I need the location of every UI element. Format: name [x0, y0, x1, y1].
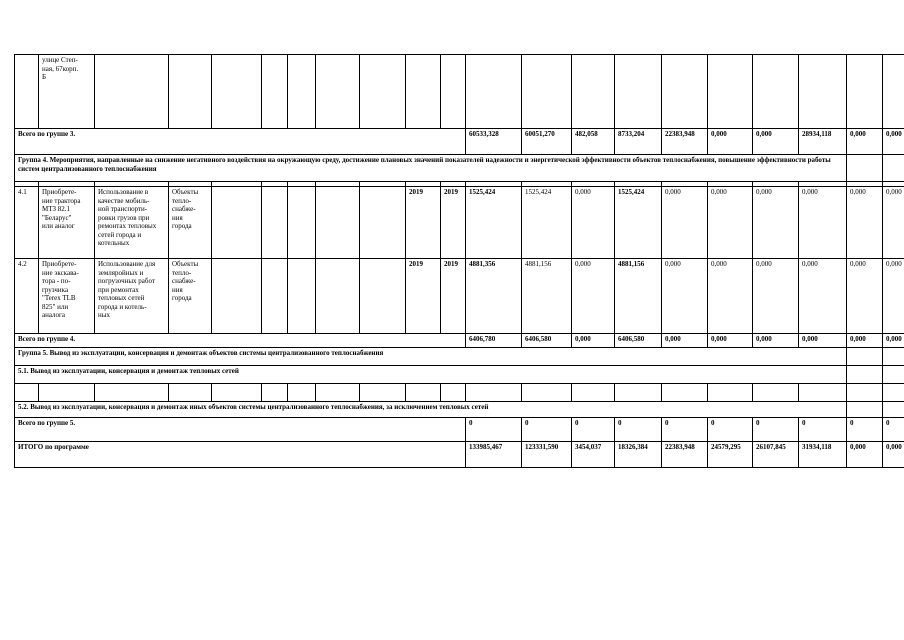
value-cell: 0,000: [753, 259, 799, 334]
subgroup-heading: 5.2. Вывод из эксплуатации, консервация и демонтаж иных объектов системы централизованного теплоснабжения, за исключением тепловых сетей: [15, 402, 847, 418]
value-cell: 0: [799, 418, 847, 442]
row-number: 4.2: [15, 259, 39, 334]
year-start: 2019: [406, 259, 441, 334]
group-5-total-row: [15, 418, 904, 442]
investment-program-table: [14, 54, 902, 472]
row-label: Всего по группе 3.: [15, 129, 466, 155]
value-cell: 0,000: [847, 187, 883, 259]
table-row: [15, 187, 904, 259]
value-cell: 28934,118: [799, 129, 847, 155]
program-total-row: [15, 442, 904, 468]
value-cell: 6406,580: [522, 334, 572, 348]
value-cell: 0,000: [883, 187, 904, 259]
value-cell: 0,000: [572, 187, 615, 259]
group-4-total-row: [15, 334, 904, 348]
row-label: Всего по группе 5.: [15, 418, 466, 442]
subgroup-5-1-row: [15, 366, 904, 384]
value-cell: 1525,424: [522, 187, 572, 259]
value-cell: 4881,356: [466, 259, 522, 334]
subgroup-5-2-row: [15, 402, 904, 418]
measure-name: Приобрете- ние экскава- тора - по- грузчика "Terex TLB 825" или аналога: [39, 259, 95, 334]
year-start: 2019: [406, 187, 441, 259]
value-cell: 0,000: [799, 187, 847, 259]
empty-row: [15, 384, 904, 402]
value-cell: 0: [522, 418, 572, 442]
value-cell: 0,000: [708, 334, 753, 348]
measures-table: [14, 54, 904, 468]
value-cell: 22383,948: [662, 129, 708, 155]
value-cell: 6406,780: [466, 334, 522, 348]
value-cell: 31934,118: [799, 442, 847, 468]
group-5-heading-row: [15, 348, 904, 366]
value-cell: 0,000: [662, 259, 708, 334]
value-cell: 60533,328: [466, 129, 522, 155]
value-cell: 0: [572, 418, 615, 442]
value-cell: 4881,156: [615, 259, 662, 334]
value-cell: 0: [615, 418, 662, 442]
row-label: Всего по группе 4.: [15, 334, 466, 348]
value-cell: 482,058: [572, 129, 615, 155]
value-cell: 133985,467: [466, 442, 522, 468]
value-cell: 0,000: [753, 334, 799, 348]
value-cell: 0,000: [883, 129, 904, 155]
value-cell: 6406,580: [615, 334, 662, 348]
measure-purpose: Использование в качестве мобиль- ной транспорти- ровки грузов при ремонтах тепловых сетей города и котельных: [95, 187, 169, 259]
value-cell: 0,000: [662, 334, 708, 348]
value-cell: 0,000: [708, 259, 753, 334]
value-cell: 8733,204: [615, 129, 662, 155]
value-cell: 22383,948: [662, 442, 708, 468]
value-cell: 3454,037: [572, 442, 615, 468]
value-cell: 26107,845: [753, 442, 799, 468]
value-cell: 0,000: [847, 129, 883, 155]
value-cell: 0,000: [799, 259, 847, 334]
value-cell: 0,000: [883, 259, 904, 334]
value-cell: 0,000: [847, 334, 883, 348]
value-cell: 0,000: [753, 187, 799, 259]
value-cell: 0,000: [572, 259, 615, 334]
value-cell: 60051,270: [522, 129, 572, 155]
value-cell: 0: [466, 418, 522, 442]
value-cell: 0,000: [883, 334, 904, 348]
group-4-heading-row: [15, 155, 904, 182]
value-cell: 0,000: [847, 259, 883, 334]
measure-name-cell: улице Степ- ная, 67корп. Б: [39, 55, 95, 129]
value-cell: 0: [883, 418, 904, 442]
value-cell: 0,000: [799, 334, 847, 348]
group-heading: Группа 4. Мероприятия, направленные на снижение негативного воздействия на окружающую среду, достижение плановых значений показателей надежности и энергетической эффективности объектов теплоснабжения, повышение эффективности работы систем централизованного теплоснабжения: [15, 155, 847, 182]
subgroup-heading: 5.1. Вывод из эксплуатации, консервация и демонтаж тепловых сетей: [15, 366, 847, 384]
value-cell: 4881,156: [522, 259, 572, 334]
value-cell: 123331,590: [522, 442, 572, 468]
year-end: 2019: [441, 187, 466, 259]
value-cell: 0,000: [753, 129, 799, 155]
value-cell: 0: [708, 418, 753, 442]
row-label: ИТОГО по программе: [15, 442, 466, 468]
value-cell: 0,000: [847, 442, 883, 468]
value-cell: 0: [847, 418, 883, 442]
measure-name: Приобрете- ние трактора МТЗ 82.1 "Беларус" или аналог: [39, 187, 95, 259]
value-cell: 0: [753, 418, 799, 442]
table-row: [15, 259, 904, 334]
value-cell: 0: [662, 418, 708, 442]
value-cell: 1525,424: [615, 187, 662, 259]
measure-purpose: Использование для земляройных и погрузочных работ при ремонтах тепловых сетей города и котель- ных: [95, 259, 169, 334]
value-cell: 24579,295: [708, 442, 753, 468]
table-row-continued: [15, 55, 904, 129]
value-cell: 0,000: [883, 442, 904, 468]
value-cell: 0,000: [708, 187, 753, 259]
group-heading: Группа 5. Вывод из эксплуатации, консервация и демонтаж объектов системы централизованного теплоснабжения: [15, 348, 847, 366]
row-number: 4.1: [15, 187, 39, 259]
measure-object: Объекты тепло- снабже- ния города: [169, 259, 212, 334]
value-cell: 18326,384: [615, 442, 662, 468]
year-end: 2019: [441, 259, 466, 334]
measure-object: Объекты тепло- снабже- ния города: [169, 187, 212, 259]
value-cell: 0,000: [572, 334, 615, 348]
value-cell: 1525,424: [466, 187, 522, 259]
value-cell: 0,000: [708, 129, 753, 155]
group-3-total-row: [15, 129, 904, 155]
value-cell: 0,000: [662, 187, 708, 259]
